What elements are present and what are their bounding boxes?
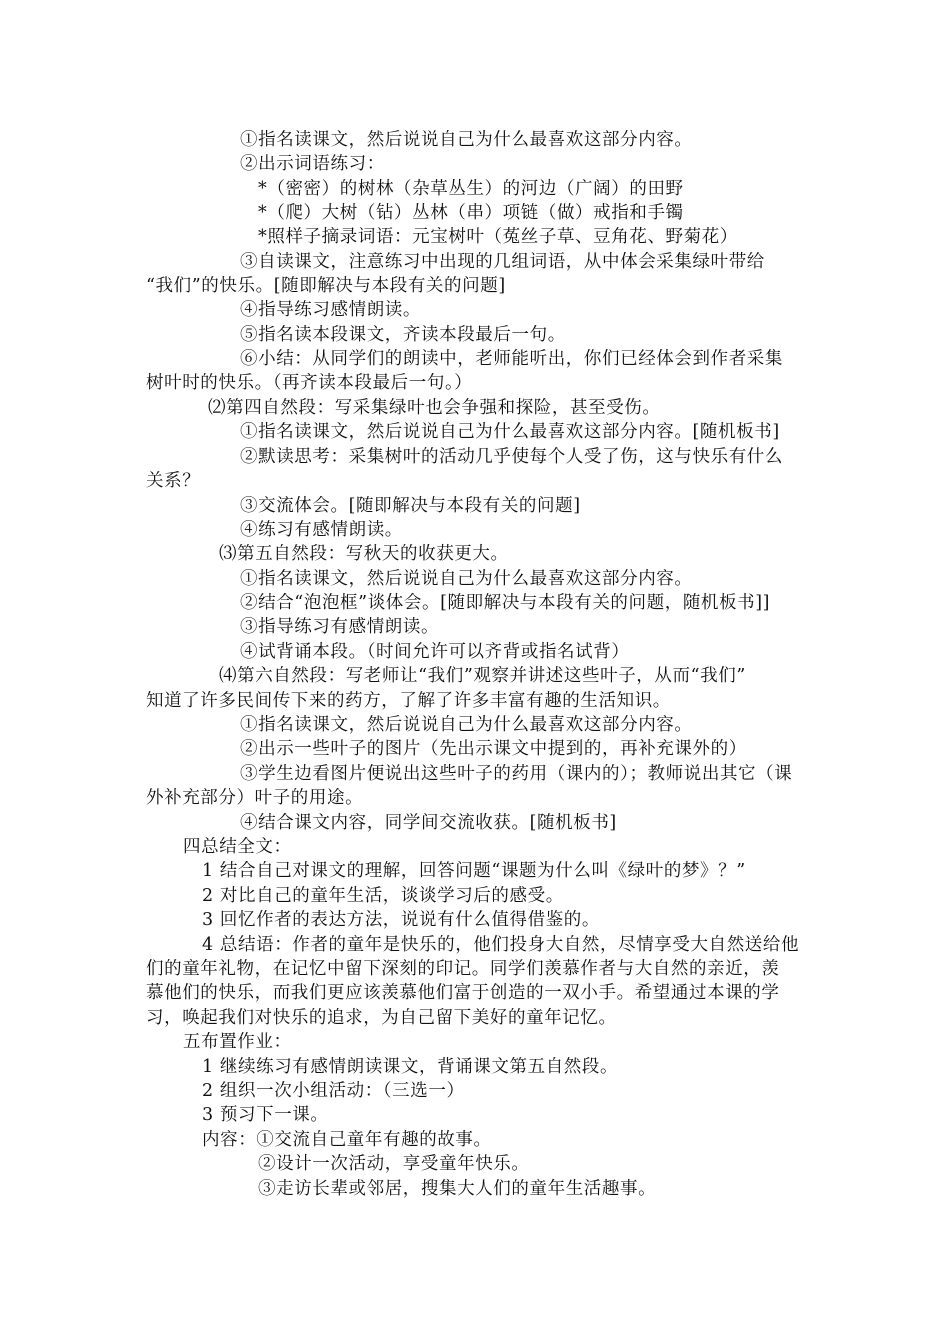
text-line: ②结合“泡泡框”谈体会。[随即解决与本段有关的问题，随机板书]]	[240, 593, 771, 613]
text-line: ⑶第五自然段：写秋天的收获更大。	[219, 544, 509, 564]
text-line: ②默读思考：采集树叶的活动几乎使每个人受了伤，这与快乐有什么	[240, 447, 783, 467]
text-line: ③指导练习有感情朗读。	[240, 617, 440, 637]
text-line: 知道了许多民间传下来的药方，了解了许多丰富有趣的生活知识。	[146, 691, 671, 711]
text-line: 1 结合自己对课文的理解，回答问题“课题为什么叫《绿叶的梦》？”	[202, 861, 746, 881]
text-line: “我们”的快乐。[随即解决与本段有关的问题]	[146, 276, 506, 296]
text-line: 4 总结语：作者的童年是快乐的，他们投身大自然，尽情享受大自然送给他	[202, 935, 800, 955]
text-line: ①指名读课文，然后说说自己为什么最喜欢这部分内容。[随机板书]	[240, 422, 780, 442]
text-line: ④试背诵本段。（时间允许可以齐背或指名试背）	[240, 642, 630, 662]
section-heading: 四总结全文：	[183, 837, 292, 857]
text-line: *（密密）的树林（杂草丛生）的河边（广阔）的田野	[258, 179, 684, 199]
text-line: ②出示一些叶子的图片（先出示课文中提到的，再补充课外的）	[240, 739, 747, 759]
text-line: ①指名读课文，然后说说自己为什么最喜欢这部分内容。	[240, 715, 693, 735]
text-line: ③走访长辈或邻居，搜集大人们的童年生活趣事。	[258, 1179, 657, 1199]
text-line: 慕他们的快乐，而我们更应该羡慕他们富于创造的一双小手。希望通过本课的学	[146, 983, 780, 1003]
text-line: ⑷第六自然段：写老师让“我们”观察并讲述这些叶子，从而“我们”	[219, 666, 746, 686]
text-line: 内容：①交流自己童年有趣的故事。	[202, 1130, 492, 1150]
text-line: ①指名读课文，然后说说自己为什么最喜欢这部分内容。	[240, 569, 693, 589]
text-line: 3 预习下一课。	[202, 1105, 329, 1125]
text-line: 树叶时的快乐。（再齐读本段最后一句。）	[146, 373, 473, 393]
text-line: 们的童年礼物，在记忆中留下深刻的印记。同学们羡慕作者与大自然的亲近，羡	[146, 959, 780, 979]
text-line: ④指导练习感情朗读。	[240, 300, 421, 320]
text-line: ②设计一次活动，享受童年快乐。	[258, 1154, 530, 1174]
text-line: ①指名读课文，然后说说自己为什么最喜欢这部分内容。	[240, 130, 693, 150]
text-line: ②出示词语练习：	[240, 154, 385, 174]
text-line: ④结合课文内容，同学间交流收获。[随机板书]	[240, 813, 617, 833]
text-line: ⑵第四自然段：写采集绿叶也会争强和探险，甚至受伤。	[208, 398, 661, 418]
section-heading: 五布置作业：	[183, 1032, 292, 1052]
text-line: ⑤指名读本段课文，齐读本段最后一句。	[240, 325, 566, 345]
text-line: *照样子摘录词语：元宝树叶（菟丝子草、豆角花、野菊花）	[258, 227, 738, 247]
text-line: 习，唤起我们对快乐的追求，为自己留下美好的童年记忆。	[146, 1008, 617, 1028]
text-line: ③学生边看图片便说出这些叶子的药用（课内的）；教师说出其它（课	[240, 764, 793, 784]
text-line: ③交流体会。[随即解决与本段有关的问题]	[240, 496, 581, 516]
text-line: 1 继续练习有感情朗读课文，背诵课文第五自然段。	[202, 1057, 619, 1077]
text-line: ③自读课文，注意练习中出现的几组词语，从中体会采集绿叶带给	[240, 252, 765, 272]
text-line: 3 回忆作者的表达方法，说说有什么值得借鉴的。	[202, 910, 600, 930]
text-line: *（爬）大树（钻）丛林（串）项链（做）戒指和手镯	[258, 203, 684, 223]
text-line: 关系？	[146, 471, 201, 491]
text-line: 2 对比自己的童年生活，谈谈学习后的感受。	[202, 886, 564, 906]
text-line: ⑥小结：从同学们的朗读中，老师能听出，你们已经体会到作者采集	[240, 349, 783, 369]
text-line: 外补充部分）叶子的用途。	[146, 788, 364, 808]
text-line: ④练习有感情朗读。	[240, 520, 403, 540]
text-line: 2 组织一次小组活动：（三选一）	[202, 1081, 465, 1101]
